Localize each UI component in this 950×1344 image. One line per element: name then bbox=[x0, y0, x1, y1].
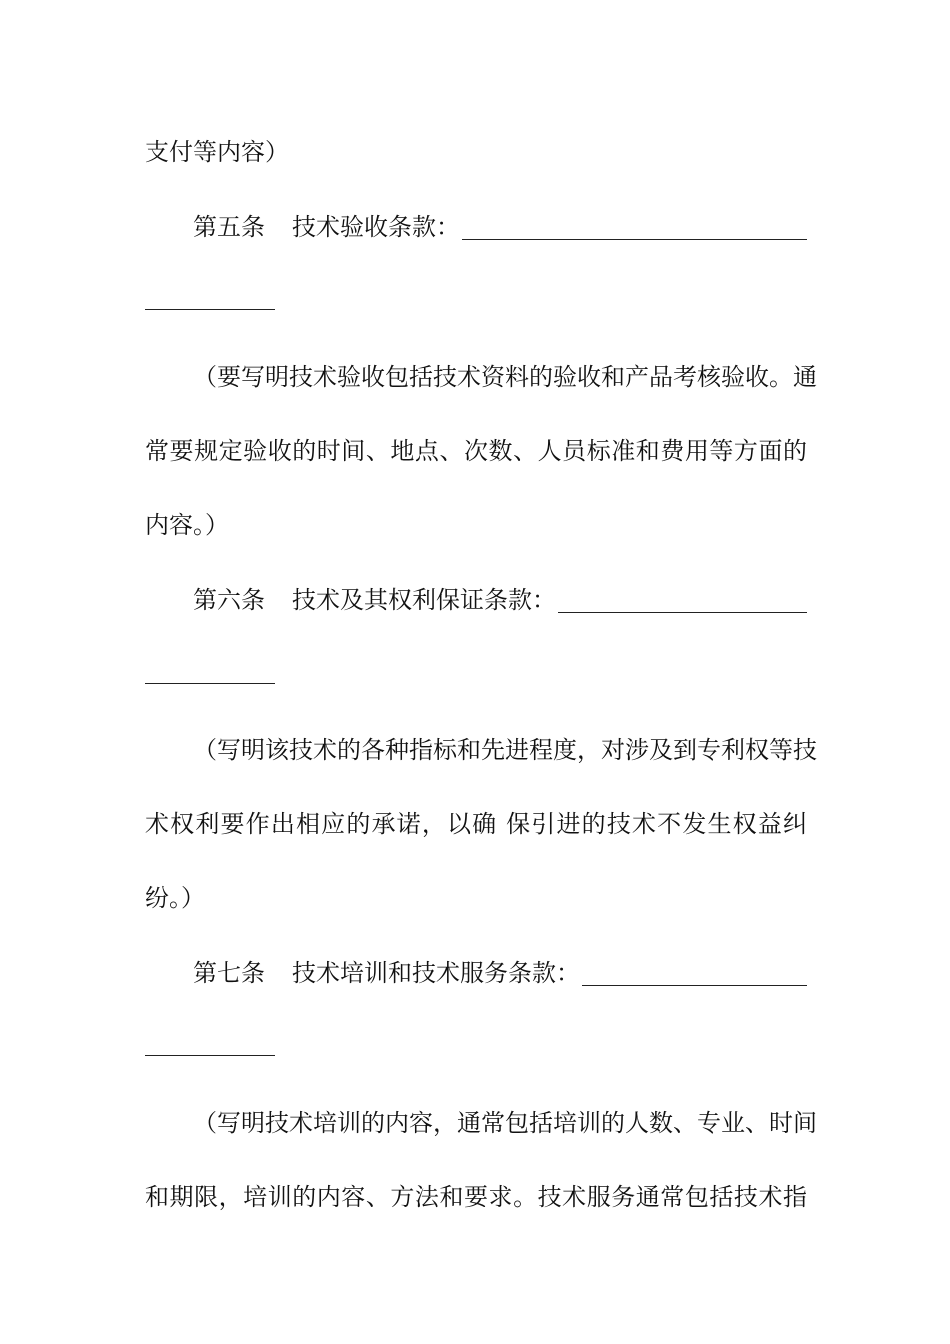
article-title: 技术培训和技术服务条款： bbox=[292, 959, 580, 987]
fill-in-blank bbox=[558, 592, 807, 613]
article-number: 第七条 bbox=[193, 959, 265, 987]
article-title: 技术及其权利保证条款： bbox=[292, 586, 556, 614]
fill-in-blank-continuation bbox=[145, 1055, 275, 1056]
paragraph-line: 支付等内容） bbox=[145, 138, 289, 166]
paragraph-line: 纷。） bbox=[145, 884, 205, 912]
article-5-heading bbox=[193, 212, 807, 242]
paragraph-line: 和期限，培训的内容、方法和要求。技术服务通常包括技术指 bbox=[145, 1183, 807, 1211]
article-6-heading bbox=[193, 585, 807, 615]
paragraph-line: （要写明技术验收包括技术资料的验收和产品考核验收。通 bbox=[193, 363, 817, 391]
fill-in-blank-continuation bbox=[145, 309, 275, 310]
paragraph-line: （写明技术培训的内容，通常包括培训的人数、专业、时间 bbox=[193, 1109, 817, 1137]
article-7-heading bbox=[193, 958, 807, 988]
paragraph-line: 内容。） bbox=[145, 511, 229, 539]
fill-in-blank-continuation bbox=[145, 683, 275, 684]
fill-in-blank bbox=[582, 965, 807, 986]
article-number: 第六条 bbox=[193, 586, 265, 614]
paragraph-line: （写明该技术的各种指标和先进程度，对涉及到专利权等技 bbox=[193, 736, 817, 764]
article-title: 技术验收条款： bbox=[292, 213, 460, 241]
paragraph-line: 术权利要作出相应的承诺，以确 保引进的技术不发生权益纠 bbox=[145, 810, 807, 838]
article-number: 第五条 bbox=[193, 213, 265, 241]
fill-in-blank bbox=[462, 219, 807, 240]
paragraph-line: 常要规定验收的时间、地点、次数、人员标准和费用等方面的 bbox=[145, 437, 807, 465]
